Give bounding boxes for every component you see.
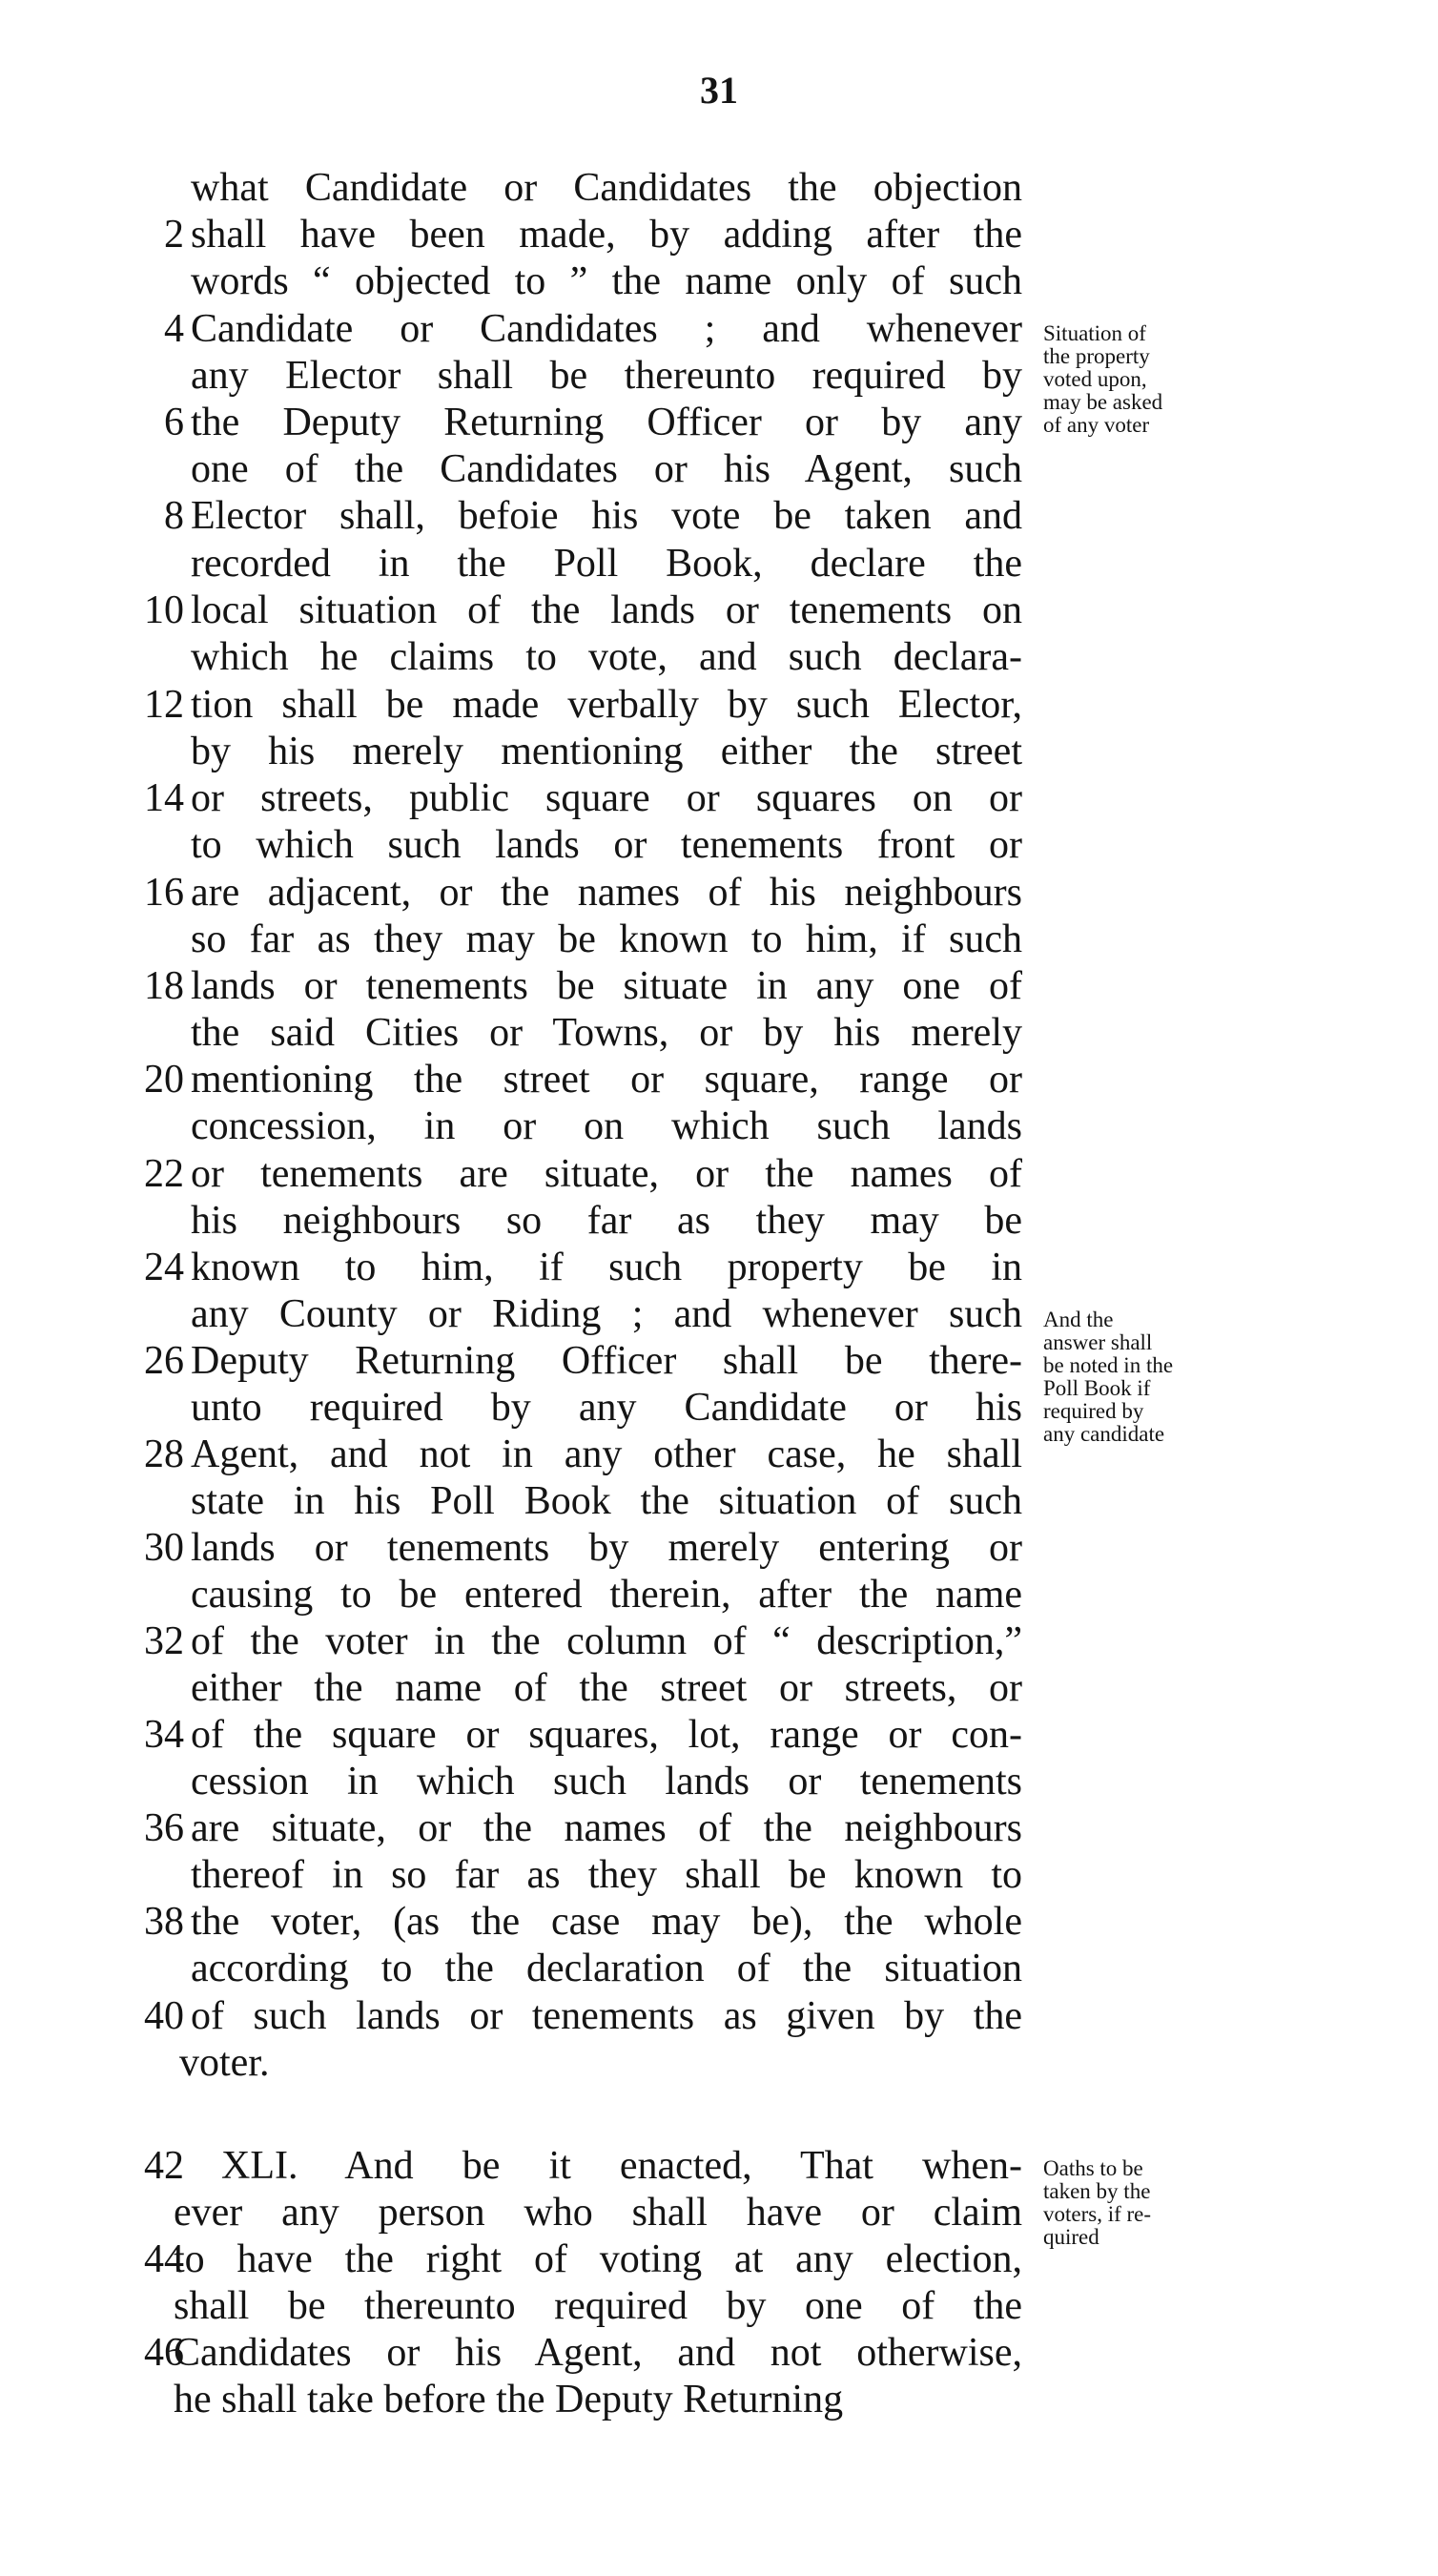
line-text: or streets, public square or squares on or xyxy=(191,776,1022,820)
line-number: 18 xyxy=(144,964,184,1008)
text-line xyxy=(0,1571,1438,1618)
line-text: are situate, or the names of the neighbours xyxy=(191,1806,1022,1850)
margin-note-line: any candidate xyxy=(1043,1422,1165,1446)
line-text: or tenements are situate, or the names of xyxy=(191,1152,1022,1196)
text-line xyxy=(0,445,1438,493)
line-number: 14 xyxy=(144,776,184,820)
text-line xyxy=(0,1103,1438,1150)
margin-note-line: of any voter xyxy=(1043,413,1150,437)
line-number: 24 xyxy=(144,1246,184,1289)
text-line xyxy=(0,2282,1438,2330)
line-text: ever any person who shall have or claim xyxy=(174,2191,1022,2235)
line-number: 28 xyxy=(144,1432,184,1476)
margin-note-line: required by xyxy=(1043,1399,1144,1423)
line-number: 6 xyxy=(164,401,184,444)
margin-note-line: Poll Book if xyxy=(1043,1376,1151,1400)
margin-note-line: may be asked xyxy=(1043,390,1163,414)
line-text: either the name of the street or streets, or xyxy=(191,1666,1022,1710)
line-text: what Candidate or Candidates the objection xyxy=(191,166,1022,210)
text-line xyxy=(0,1945,1438,1992)
line-text: cession in which such lands or tenements xyxy=(191,1760,1022,1803)
text-line xyxy=(0,1524,1438,1572)
line-text: so far as they may be known to him, if such xyxy=(191,917,1022,961)
text-line xyxy=(0,1056,1438,1103)
text-line xyxy=(0,1898,1438,1946)
line-number: 42 xyxy=(144,2144,184,2188)
line-text: XLI. And be it enacted, That when- xyxy=(221,2144,1022,2188)
text-line xyxy=(0,258,1438,305)
text-line xyxy=(0,633,1438,681)
text-line xyxy=(0,1150,1438,1198)
line-text: causing to be entered therein, after the name xyxy=(191,1573,1022,1617)
margin-note xyxy=(1043,322,1258,437)
line-number: 30 xyxy=(144,1526,184,1570)
text-line xyxy=(0,821,1438,869)
text-line xyxy=(0,1244,1438,1291)
text-line xyxy=(0,1992,1438,2040)
line-text: local situation of the lands or tenements on xyxy=(191,588,1022,632)
line-text: known to him, if such property be in xyxy=(191,1246,1022,1289)
line-text: which he claims to vote, and such declara- xyxy=(191,635,1022,679)
text-line xyxy=(0,540,1438,587)
margin-note-line: taken by the xyxy=(1043,2179,1151,2203)
text-line xyxy=(0,492,1438,540)
line-text: the Deputy Returning Officer or by any xyxy=(191,401,1022,444)
line-text: Agent, and not in any other case, he shall xyxy=(191,1432,1022,1476)
line-number: 10 xyxy=(144,588,184,632)
line-text: thereof in so far as they shall be known to xyxy=(191,1853,1022,1897)
line-text: voter. xyxy=(179,2041,270,2085)
text-line xyxy=(0,962,1438,1010)
line-text: Deputy Returning Officer shall be there- xyxy=(191,1339,1022,1383)
line-text: the voter, (as the case may be), the whole xyxy=(191,1900,1022,1944)
margin-note-line: answer shall xyxy=(1043,1330,1153,1354)
text-line xyxy=(0,869,1438,917)
margin-note-line: be noted in the xyxy=(1043,1353,1174,1377)
line-text: shall have been made, by adding after the xyxy=(191,213,1022,257)
line-text: any County or Riding ; and whenever such xyxy=(191,1292,1022,1336)
text-line xyxy=(0,1664,1438,1712)
line-number: 36 xyxy=(144,1806,184,1850)
line-text: state in his Poll Book the situation of such xyxy=(191,1479,1022,1523)
text-line xyxy=(0,681,1438,729)
line-text: words “ objected to ” the name only of such xyxy=(191,259,1022,303)
margin-note-line: the property xyxy=(1043,344,1150,368)
line-number: 38 xyxy=(144,1900,184,1944)
text-line xyxy=(0,2376,1438,2423)
margin-note-line: And the xyxy=(1043,1308,1114,1331)
line-number: 2 xyxy=(164,213,184,257)
line-number: 4 xyxy=(164,307,184,351)
line-text: Candidates or his Agent, and not otherwise, xyxy=(174,2331,1022,2375)
line-number: 46 xyxy=(144,2331,184,2375)
line-text: mentioning the street or square, range or xyxy=(191,1058,1022,1102)
line-text: recorded in the Poll Book, declare the xyxy=(191,542,1022,586)
text-line xyxy=(0,2329,1438,2377)
text-line xyxy=(0,1851,1438,1899)
text-line xyxy=(0,916,1438,963)
line-number: 16 xyxy=(144,871,184,915)
margin-note-line: Situation of xyxy=(1043,321,1146,345)
line-text: to have the right of voting at any election, xyxy=(174,2237,1022,2281)
line-text: unto required by any Candidate or his xyxy=(191,1386,1022,1430)
line-text: his neighbours so far as they may be xyxy=(191,1199,1022,1243)
line-text: the said Cities or Towns, or by his merely xyxy=(191,1011,1022,1055)
page-number: 31 xyxy=(700,69,738,112)
line-text: of the voter in the column of “ description,” xyxy=(191,1619,1022,1663)
margin-note xyxy=(1043,1309,1258,1446)
line-number: 34 xyxy=(144,1713,184,1757)
margin-note-line: voters, if re- xyxy=(1043,2202,1152,2226)
margin-note xyxy=(1043,2157,1258,2249)
line-text: concession, in or on which such lands xyxy=(191,1104,1022,1148)
line-text: one of the Candidates or his Agent, such xyxy=(191,447,1022,491)
margin-note-line: Oaths to be xyxy=(1043,2156,1143,2180)
line-text: of such lands or tenements as given by the xyxy=(191,1994,1022,2038)
text-line xyxy=(0,1618,1438,1665)
text-line xyxy=(0,164,1438,212)
margin-note-line: quired xyxy=(1043,2225,1099,2249)
line-text: he shall take before the Deputy Returning xyxy=(174,2378,844,2421)
text-line xyxy=(0,1758,1438,1805)
line-number: 20 xyxy=(144,1058,184,1102)
line-text: lands or tenements by merely entering or xyxy=(191,1526,1022,1570)
text-line xyxy=(0,1197,1438,1245)
line-text: shall be thereunto required by one of the xyxy=(174,2284,1022,2328)
line-text: any Elector shall be thereunto required by xyxy=(191,354,1022,398)
line-text: to which such lands or tenements front or xyxy=(191,823,1022,867)
text-line xyxy=(0,1009,1438,1057)
line-number: 40 xyxy=(144,1994,184,2038)
line-text: tion shall be made verbally by such Elector, xyxy=(191,683,1022,727)
line-text: by his merely mentioning either the street xyxy=(191,730,1022,773)
line-text: of the square or squares, lot, range or con- xyxy=(191,1713,1022,1757)
text-line xyxy=(0,1711,1438,1759)
text-line xyxy=(0,211,1438,258)
line-number: 44 xyxy=(144,2237,184,2281)
line-text: lands or tenements be situate in any one of xyxy=(191,964,1022,1008)
line-number: 22 xyxy=(144,1152,184,1196)
line-number: 8 xyxy=(164,494,184,538)
margin-note-line: voted upon, xyxy=(1043,367,1147,391)
text-line xyxy=(0,2039,1438,2087)
text-line xyxy=(0,1804,1438,1852)
text-line xyxy=(0,587,1438,634)
line-text: Candidate or Candidates ; and whenever xyxy=(191,307,1022,351)
line-text: are adjacent, or the names of his neighbours xyxy=(191,871,1022,915)
text-line xyxy=(0,774,1438,822)
text-line xyxy=(0,1477,1438,1525)
line-number: 26 xyxy=(144,1339,184,1383)
line-number: 12 xyxy=(144,683,184,727)
text-line xyxy=(0,728,1438,775)
line-number: 32 xyxy=(144,1619,184,1663)
line-text: according to the declaration of the situation xyxy=(191,1947,1022,1990)
line-text: Elector shall, befoie his vote be taken and xyxy=(191,494,1022,538)
